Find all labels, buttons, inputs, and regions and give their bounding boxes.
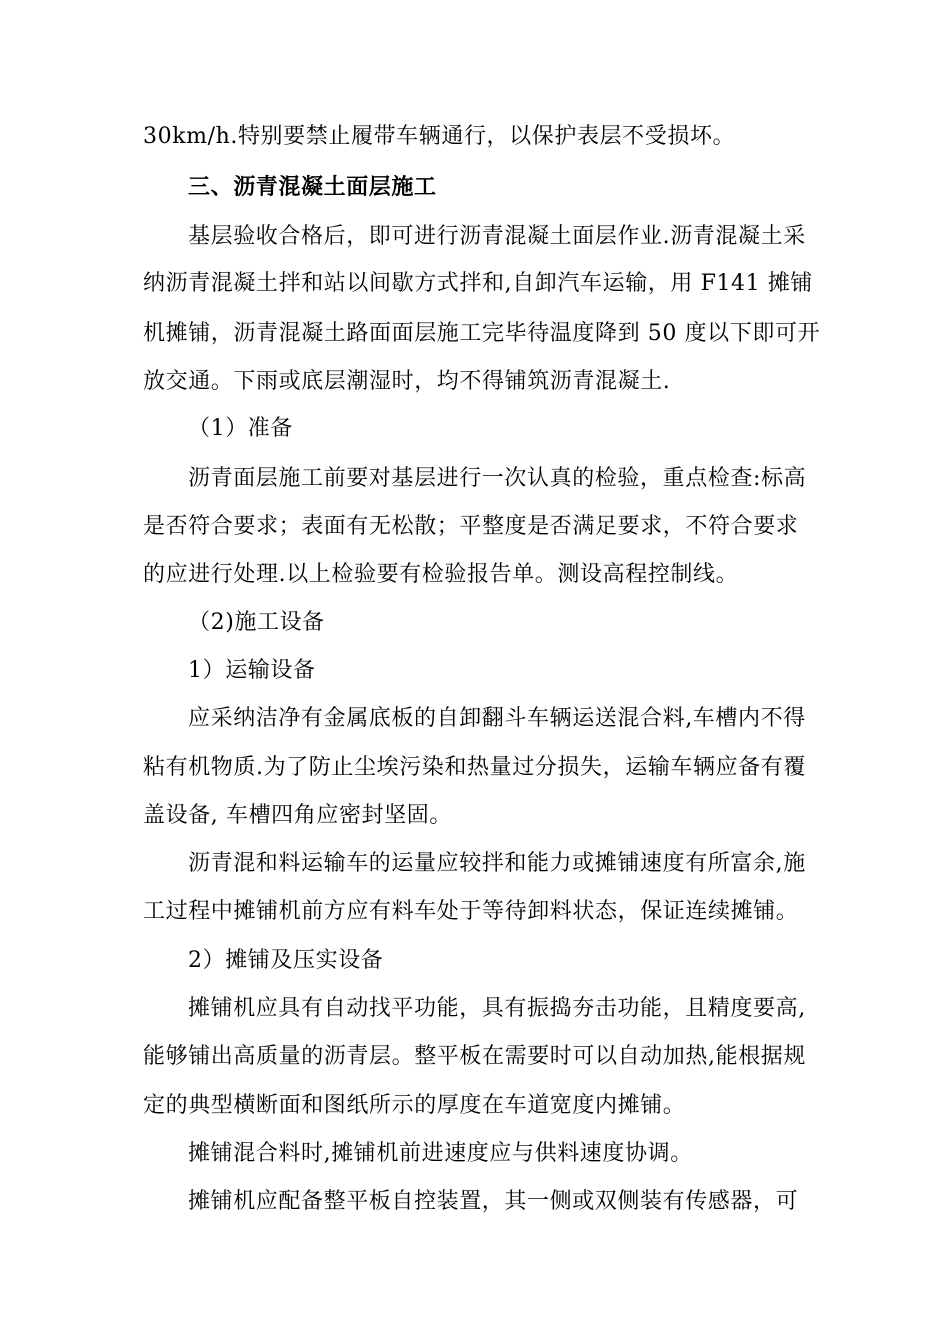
subsection-heading: （2)施工设备 <box>188 610 325 635</box>
paragraph-line: 定的典型横断面和图纸所示的厚度在车道宽度内摊铺。 <box>143 1093 686 1118</box>
paragraph-line: 应采纳洁净有金属底板的自卸翻斗车辆运送混合料,车槽内不得 <box>188 706 806 731</box>
paragraph-line: 沥青面层施工前要对基层进行一次认真的检验，重点检查:标高 <box>188 466 807 491</box>
paragraph-line: 摊铺机应具有自动找平功能，具有振捣夯击功能，且精度要高, <box>188 996 806 1021</box>
paragraph-line: 粘有机物质.为了防止尘埃污染和热量过分损失，运输车辆应备有覆 <box>143 755 806 780</box>
subsection-heading: 2）摊铺及压实设备 <box>188 948 384 973</box>
section-heading: 三、沥青混凝土面层施工 <box>188 174 437 200</box>
paragraph-line: 摊铺混合料时,摊铺机前进速度应与供料速度协调。 <box>188 1141 693 1166</box>
paragraph-line: 沥青混和料运输车的运量应较拌和能力或摊铺速度有所富余,施 <box>188 851 806 876</box>
paragraph-line: 能够铺出高质量的沥青层。整平板在需要时可以自动加热,能根据规 <box>143 1044 806 1069</box>
paragraph-line: 放交通。下雨或底层潮湿时，均不得铺筑沥青混凝土. <box>143 369 671 394</box>
paragraph-line: 摊铺机应配备整平板自控装置，其一侧或双侧装有传感器，可 <box>188 1189 799 1214</box>
subsection-heading: （1）准备 <box>188 416 293 441</box>
paragraph-line: 纳沥青混凝土拌和站以间歇方式拌和,自卸汽车运输，用 F141 摊铺 <box>143 271 814 296</box>
paragraph-line: 基层验收合格后，即可进行沥青混凝土面层作业.沥青混凝土采 <box>188 224 806 249</box>
paragraph-line: 是否符合要求；表面有无松散；平整度是否满足要求，不符合要求 <box>143 514 799 539</box>
paragraph-line: 工过程中摊铺机前方应有料车处于等待卸料状态，保证连续摊铺。 <box>143 899 799 924</box>
paragraph-line: 机摊铺，沥青混凝土路面面层施工完毕待温度降到 50 度以下即可开 <box>143 321 821 346</box>
paragraph-line: 的应进行处理.以上检验要有检验报告单。测设高程控制线。 <box>143 562 739 587</box>
subsection-heading: 1）运输设备 <box>188 658 316 683</box>
paragraph-line: 盖设备, 车槽四角应密封坚固。 <box>143 803 452 828</box>
paragraph-line: 30km/h.特别要禁止履带车辆通行，以保护表层不受损坏。 <box>143 124 736 149</box>
